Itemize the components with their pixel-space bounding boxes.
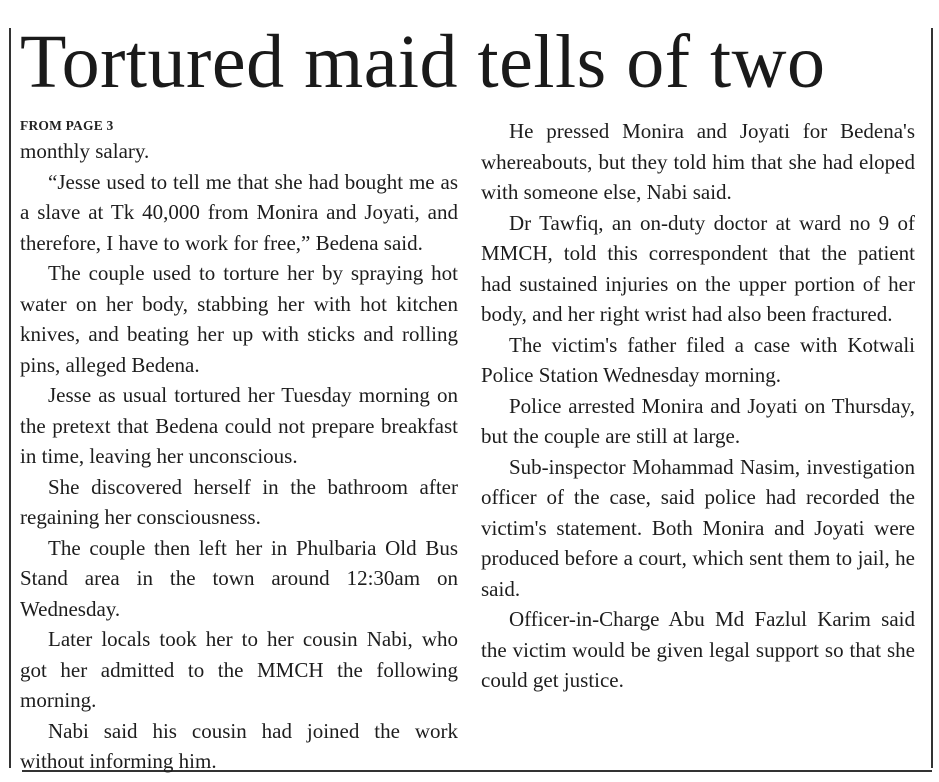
paragraph: He pressed Monira and Joyati for Bedena's whereabouts, but they told him that she had eloped with someone else, Nabi said. — [481, 119, 915, 204]
left-column-rule — [9, 28, 11, 768]
paragraph: The couple used to torture her by spraying hot water on her body, stabbing her with hot kitchen knives, and beating her up with sticks and rolling pins, alleged Bedena. — [20, 261, 458, 377]
paragraph: Later locals took her to her cousin Nabi, who got her admitted to the MMCH the following morning. — [20, 627, 458, 712]
paragraph: The couple then left her in Phulbaria Old Bus Stand area in the town around 12:30am on Wednesday. — [20, 535, 458, 621]
right-column-rule — [931, 28, 933, 768]
paragraph: The victim's father filed a case with Kotwali Police Station Wednesday morning. — [481, 332, 915, 387]
paragraph: Sub-inspector Mohammad Nasim, investigation officer of the case, said police had recorded the victim's statement. Both Monira and Joyati were produced before a court, which sent them to jail, he said. — [481, 454, 915, 601]
left-column — [20, 116, 458, 777]
headline: Tortured maid tells of two — [20, 20, 826, 104]
paragraph: Jesse as usual tortured her Tuesday morning on the pretext that Bedena could not prepare breakfast in time, leaving her unconscious. — [20, 383, 458, 468]
paragraph: Dr Tawfiq, an on-duty doctor at ward no 9 of MMCH, told this correspondent that the patient had sustained injuries on the upper portion of her body, and her right wrist had also been fractured. — [481, 210, 915, 326]
paragraph: Officer-in-Charge Abu Md Fazlul Karim said the victim would be given legal support so that she could get justice. — [481, 607, 915, 692]
paragraph: Police arrested Monira and Joyati on Thursday, but the couple are still at large. — [481, 393, 915, 448]
paragraph: Nabi said his cousin had joined the work without informing him. — [20, 718, 458, 773]
right-column — [481, 116, 915, 696]
paragraph: “Jesse used to tell me that she had bought me as a slave at Tk 40,000 from Monira and Joyati, and therefore, I have to work for free,” Bedena said. — [20, 169, 458, 255]
paragraph: She discovered herself in the bathroom after regaining her consciousness. — [20, 474, 458, 529]
continuation-kicker: FROM PAGE 3 — [20, 118, 114, 133]
paragraph: monthly salary. — [20, 139, 150, 163]
